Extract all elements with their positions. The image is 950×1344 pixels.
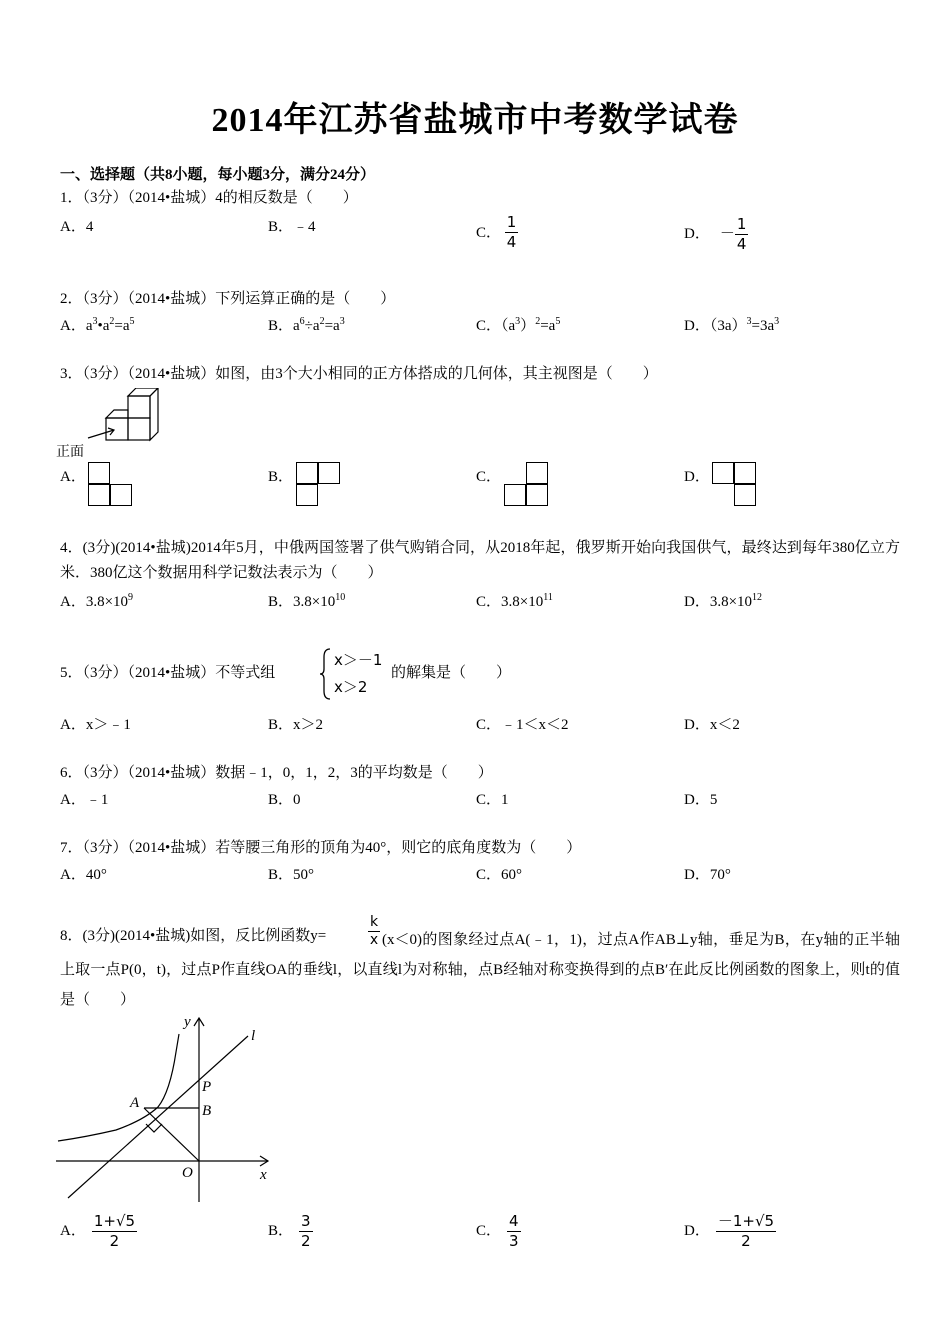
question-4-option-c: C．$3.8\times 10^{11}$: [476, 592, 553, 610]
question-5-stem-prefix: 5．（3分）（2014•盐城）不等式组: [60, 665, 276, 681]
question-6-option-a: A．﹣1: [60, 792, 109, 808]
system-brace: [318, 647, 332, 701]
question-3-option-d: D．: [684, 469, 710, 485]
question-7-option-c: C．60°: [476, 867, 523, 883]
question-1-option-d: D． － $\frac{1}{4}$: [684, 215, 747, 253]
question-3-option-a: A．: [60, 469, 86, 485]
question-1-option-b: B．﹣4: [268, 219, 316, 235]
question-4-option-a: A．$3.8\times 10^9$: [60, 592, 134, 610]
inequality-system: [334, 647, 382, 701]
question-3-option-c: C．: [476, 469, 502, 485]
question-4-option-d: D．$3.8\times 10^{12}$: [684, 592, 763, 610]
question-8-option-b: B． $\frac{3}{2}$: [268, 1212, 311, 1250]
graph-label-x: x: [260, 1167, 267, 1183]
question-5-stem-suffix: 的解集是（ ）: [391, 665, 512, 681]
question-8-option-a: A． $\frac{1+√5}{2}$: [60, 1212, 136, 1250]
graph-label-o: O: [182, 1165, 193, 1181]
graph-label-l: l: [251, 1028, 256, 1044]
option-a-view-figure: [88, 462, 136, 510]
question-6-option-b: B．0: [268, 792, 301, 808]
option-c-view-figure: [504, 462, 552, 510]
question-7-option-d: D．70°: [684, 867, 731, 883]
question-1-option-c: C． $\frac{1}{4}$: [476, 213, 517, 251]
question-2-option-d: D．$(3a)^3=3a^3$: [684, 316, 780, 334]
question-8-stem-body: (x＜0)的图象经过点A(﹣1，1)，过点A作AB⊥y轴，垂足为B，在y轴的正半轴上取一点P(0，t)，过点P作直线OA的垂线l，以直线l为对称轴，点B经轴对称变换得到的点B′在此反比例函数的图象上，则t的值是（ ）: [60, 932, 900, 1008]
option-d-view-figure: [712, 462, 760, 510]
question-3-option-b: B．: [268, 469, 294, 485]
graph-label-y: y: [184, 1014, 191, 1030]
question-5-option-b: B．x＞2: [268, 717, 324, 733]
inequality-line-1: x＞－1: [334, 651, 383, 669]
question-6-option-d: D．5: [684, 792, 718, 808]
section-heading: 一、选择题（共8小题，每小题3分，满分24分）: [60, 167, 376, 183]
question-2-option-c: C．$(a^3)^2=a^5$: [476, 316, 561, 334]
option-b-view-figure: [296, 462, 344, 510]
question-5-option-d: D．x＜2: [684, 717, 740, 733]
graph-label-b: B: [202, 1103, 212, 1119]
page-title: 2014年江苏省盐城市中考数学试卷: [211, 102, 739, 139]
question-3-stem: 3．（3分）（2014•盐城）如图，由3个大小相同的正方体搭成的几何体，其主视图是（ ）: [60, 366, 658, 382]
question-8-stem-prefix: 8．(3分)(2014•盐城)如图，反比例函数y=: [60, 928, 327, 944]
question-7-option-a: A．40°: [60, 867, 107, 883]
question-2-stem: 2．（3分）（2014•盐城）下列运算正确的是（ ）: [60, 291, 396, 307]
question-8-graph: [56, 1012, 276, 1204]
graph-label-p: P: [202, 1079, 212, 1095]
question-7-option-b: B．50°: [268, 867, 315, 883]
question-8-option-c: C． $\frac{4}{3}$: [476, 1212, 519, 1250]
question-6-stem: 6．（3分）（2014•盐城）数据﹣1，0，1，2，3的平均数是（ ）: [60, 765, 493, 781]
question-2-option-a: A．$a^3•a^2=a^5$: [60, 316, 135, 334]
question-2-option-b: B．$a^6\div a^2=a^3$: [268, 316, 345, 334]
question-5-option-c: C．﹣1＜x＜2: [476, 717, 569, 733]
question-4-option-b: B．$3.8\times 10^{10}$: [268, 592, 346, 610]
question-7-stem: 7．（3分）（2014•盐城）若等腰三角形的顶角为40°，则它的底角度数为（ ）: [60, 840, 582, 856]
question-5-option-a: A．x＞﹣1: [60, 717, 131, 733]
inequality-line-2: x＞2: [334, 678, 368, 696]
inverse-function-fraction: $\frac{k}{x}$: [369, 914, 379, 948]
front-view-label: 正面: [56, 444, 84, 460]
question-1-stem: 1．（3分）（2014•盐城）4的相反数是（ ）: [60, 190, 358, 206]
question-6-option-c: C．1: [476, 792, 509, 808]
question-8-option-d: D． $\frac{-1+√5}{2}$: [684, 1212, 775, 1250]
graph-label-a: A: [130, 1095, 140, 1111]
question-4-stem: 4．(3分)(2014•盐城)2014年5月，中俄两国签署了供气购销合同，从2018年起，俄罗斯开始向我国供气，最终达到每年380亿立方米．380亿这个数据用科学记数法表示为（ ）: [60, 540, 900, 581]
question-1-option-a: A．4: [60, 219, 94, 235]
